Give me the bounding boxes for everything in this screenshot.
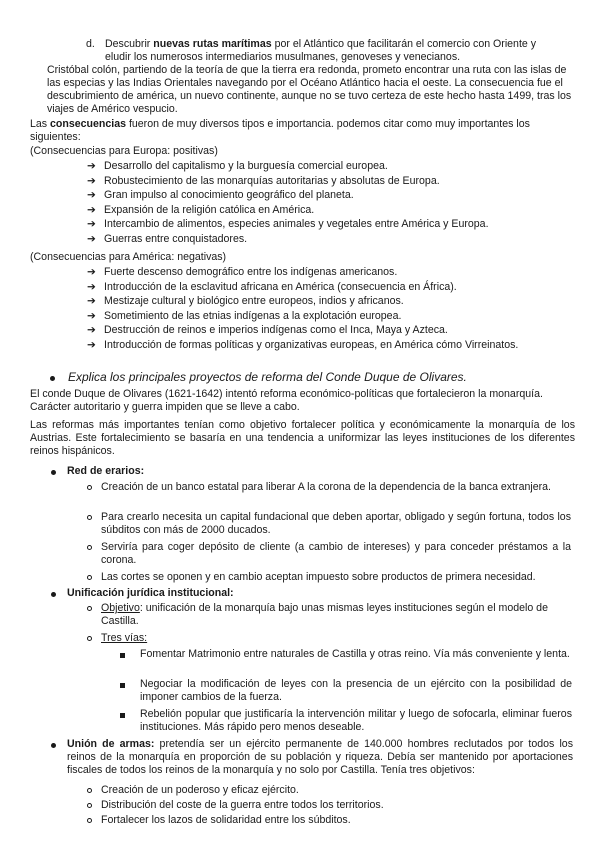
objetivo-label: Objetivo <box>101 602 140 614</box>
union-armas-text: pretendía ser un ejército permanente de 140.000 hombres reclutados por todos los reinos de la monarquía en proporción de su población y riqueza. Debía ser mantenido por aportaciones fiscales de todos los reinos de la monarquía y no solo por Castilla. Tenía tres objetivos: <box>67 738 573 777</box>
circle-bullet-icon <box>87 485 92 490</box>
item-d-pre: Descubrir <box>105 38 154 50</box>
square-bullet-icon <box>120 713 125 718</box>
list-item: ➔ Intercambio de alimentos, especies animales y vegetales entre América y Europa. <box>87 218 489 231</box>
circle-bullet-icon <box>87 606 92 611</box>
circle-bullet-icon <box>87 545 92 550</box>
list-item: ➔ Desarrollo del capitalismo y la burguesía comercial europea. <box>87 160 388 172</box>
arrow-icon: ➔ <box>87 189 96 202</box>
bullet-icon <box>51 470 56 475</box>
olivares-paragraph-1: El conde Duque de Olivares (1621-1642) intentó reforma económico-políticas que fortalecieron la monarquía. Carácter autoritario y guerra impiden que se lleve a cabo. <box>30 388 543 414</box>
list-item: ➔ Expansión de la religión católica en América. <box>87 203 315 216</box>
bullet-icon <box>51 592 56 597</box>
circle-bullet-icon <box>87 636 92 641</box>
circle-bullet-icon <box>87 575 92 580</box>
olivares-paragraph-2: Las reformas más importantes tenían como objetivo fortalecer política y económicamente la monarquía de los Austrias. Este fortalecimiento se basaría en una tendencia a uniformizar las leyes instituciones de los diferentes reinos hispánicos. <box>30 419 575 458</box>
circle-bullet-icon <box>87 515 92 520</box>
america-heading: (Consecuencias para América: negativas) <box>30 251 227 263</box>
arrow-icon: ➔ <box>87 232 96 245</box>
circle-bullet-icon <box>87 803 92 808</box>
america-list <box>87 266 518 354</box>
colon-paragraph: Cristóbal colón, partiendo de la teoría de que la tierra era redonda, prometo encontrar una ruta con las islas de las especias y las Indias Orientales navegando por el Océano Atlántico hacia el oeste. La consecuencia fue el descubrimiento de américa, un nuevo continente, aunque no se tuvo certeza de este hecho hasta 1499, tras los viajes de Américo vespucio. <box>47 64 572 116</box>
list-item: ➔ Sometimiento de las etnias indígenas a la explotación europea. <box>87 309 402 322</box>
list-item: ➔ Introducción de formas políticas y organizativas europeas, en América cómo Virreinatos. <box>87 338 519 351</box>
red-erarios-title: Red de erarios: <box>67 465 145 477</box>
arrow-icon: ➔ <box>87 174 96 187</box>
square-bullet-icon <box>120 683 125 688</box>
list-item: ➔ Gran impulso al conocimiento geográfico del planeta. <box>87 189 354 202</box>
circle-bullet-icon <box>87 788 92 793</box>
list-item: ➔ Mestizaje cultural y biológico entre europeos, indios y africanos. <box>87 295 404 308</box>
arrow-icon: ➔ <box>87 338 96 351</box>
arrow-icon: ➔ <box>87 280 96 293</box>
bullet-icon <box>51 743 56 748</box>
item-d-paragraph <box>105 38 560 64</box>
tres-vias-label: Tres vías: <box>101 632 148 644</box>
unificacion-title: Unificación jurídica institucional: <box>67 587 234 599</box>
arrow-icon: ➔ <box>87 203 96 216</box>
arrow-icon: ➔ <box>87 295 96 308</box>
square-bullet-icon <box>120 653 125 658</box>
list-item: ➔ Destrucción de reinos e imperios indígenas como el Inca, Maya y Azteca. <box>87 324 448 337</box>
consecuencias-intro <box>30 118 575 144</box>
list-item: ➔ Robustecimiento de las monarquías autoritarias y absolutas de Europa. <box>87 174 440 187</box>
objetivo-text: : unificación de la monarquía bajo unas mismas leyes instituciones según el modelo de Castilla. <box>101 602 548 628</box>
list-item: ➔ Introducción de la esclavitud africana en América (consecuencia en África). <box>87 280 457 293</box>
consecuencias-bold: consecuencias <box>50 118 126 130</box>
item-d-post: por el Atlántico que facilitarán el comercio con Oriente y eludir los numerosos intermediarios musulmanes, genoveses y venecianos. <box>105 38 537 64</box>
union-armas-title: Unión de armas: <box>67 738 155 750</box>
question-text: Explica los principales proyectos de reforma del Conde Duque de Olivares. <box>68 370 467 384</box>
item-d-bold: nuevas rutas marítimas <box>153 38 272 50</box>
consecuencias-post: fueron de muy diversos tipos e importancia. podemos citar como muy importantes los siguientes: <box>30 118 530 144</box>
arrow-icon: ➔ <box>87 309 96 322</box>
arrow-icon: ➔ <box>87 266 96 278</box>
arrow-icon: ➔ <box>87 218 96 231</box>
document-page: d. Descubrir nuevas rutas marítimas por el Atlántico que facilitarán el comercio con Oriente y eludir los numerosos intermediarios musulmanes, genoveses y venecianos. Cristóbal colón, partiendo de la teoría de que la tierra era redonda, prometo encontrar una ruta con las islas de las especias y las Indias Orientales navegando por el Océano Atlántico hacia el oeste. La consecuencia fue el descubrimiento de américa, un nuevo continente, aunque no se tuvo certeza de este hecho hasta 1499, tras los viajes de Américo vespucio. Las consecuencias fueron de muy diversos tipos e importancia. podemos citar como muy importantes los siguientes: (Consecuencias para Europa: positivas) ➔ Desarrollo del capitalismo y la burguesía comercial europea. ➔ Robustecimiento de las monarquías autoritarias y absolutas de Europa. ➔ Gran impulso al conocimiento geográfico del planeta. ➔ Expansión de la religión católica en América. ➔ Intercambio de alimentos, especies animales y vegetales entre América y Europa. ➔ Guerras entre conquistadores. (Consecuencias para América: negativas) ➔ Fuerte descenso demográfico entre los indígenas americanos. ➔ Introducción de la esclavitud africana en América (consecuencia en África). ➔ Mestizaje cultural y biológico entre europeos, indios y africanos. ➔ Sometimiento de las etnias indígenas a la explotación europea. ➔ Destrucción de reinos e imperios indígenas como el Inca, Maya y Azteca. ➔ Introducción de formas políticas y organizativas europeas, en América cómo Virreinatos. Explica los principales proyectos de reforma del Conde Duque de Olivares. El conde Duque de Olivares (1621-1642) intentó reforma económico-políticas que fortalecieron la monarquía. Carácter autoritario y guerra impiden que se lleve a cabo. Las reformas más importantes tenían como objetivo fortalecer política y económicamente la monarquía de los Austrias. Este fortalecimiento se basaría en una tendencia a uniformizar las leyes instituciones de los diferentes reinos hispánicos. Red de erarios: Creación de un banco estatal para liberar A la corona de la dependencia de la banca extranjera. Para crearlo necesita un capital fundacional que deben aportar, obligado y según fortuna, todos los súbditos con más de 2000 ducados. Serviría para coger depósito de cliente (a cambio de intereses) y para conceder préstamos a la corona. Las cortes se oponen y en cambio aceptan impuesto sobre productos de primera necesidad. Unificación jurídica institucional: Objetivo: unificación de la monarquía bajo unas mismas leyes instituciones según el modelo de Castilla. Tres vías: Fomentar Matrimonio entre naturales de Castilla y otras reino. Vía más conveniente y lenta. Negociar la modificación de leyes con la presencia de un ejército con la posibilidad de imponer cambios de la fuerza. Rebelión popular que justificaría la intervención militar y luego de sofocarla, eliminar fueros instituciones. Más rápido pero menos deseable. Unión de armas: pretendía ser un ejército permanente de 140.000 hombres reclutados por todos los reinos de la monarquía en proporción de su población y riqueza. Debía ser mantenido por aportaciones fiscales de todos los reinos de la monarquía y no solo por Castilla. Tenía tres objetivos: Creación de un poderoso y eficaz ejército. Distribución del coste de la guerra entre todos los territorios. Fortalecer los lazos de solidaridad entre los súbditos. <box>30 38 575 826</box>
list-marker-d: d. <box>86 38 95 50</box>
list-item: ➔ Fuerte descenso demográfico entre los indígenas americanos. <box>87 266 398 278</box>
europa-list <box>87 160 489 248</box>
consecuencias-pre: Las <box>30 118 51 130</box>
arrow-icon: ➔ <box>87 160 96 172</box>
bullet-icon <box>50 376 55 381</box>
list-item: ➔ Guerras entre conquistadores. <box>87 232 248 245</box>
europa-heading: (Consecuencias para Europa: positivas) <box>30 145 218 157</box>
circle-bullet-icon <box>87 818 92 823</box>
arrow-icon: ➔ <box>87 324 96 337</box>
